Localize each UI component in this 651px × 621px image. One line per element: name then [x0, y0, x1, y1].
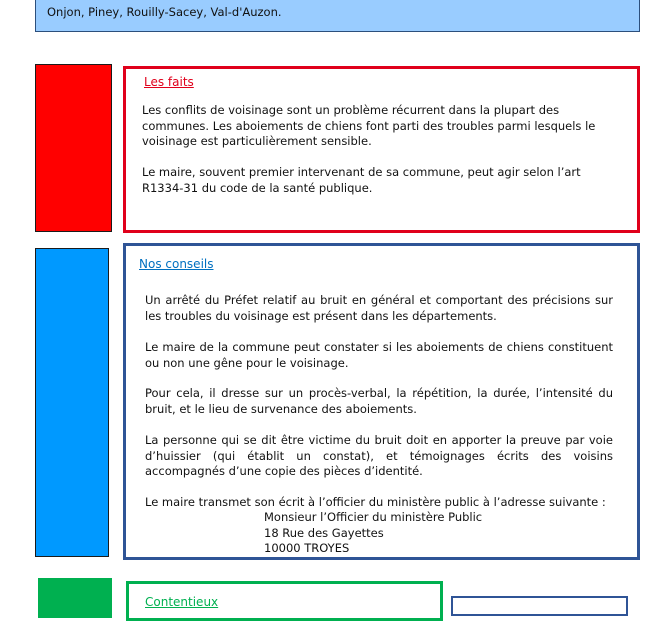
conseils-panel	[123, 243, 640, 560]
contentieux-panel	[126, 581, 443, 621]
faits-panel	[123, 66, 640, 233]
conseils-paragraph-2: Le maire de la commune peut constater si les aboiements de chiens constituent ou non une gêne pour le voisinage.	[145, 340, 613, 370]
side-panel	[451, 596, 628, 616]
communes-banner	[35, 0, 640, 32]
conseils-paragraph-1: Un arrêté du Préfet relatif au bruit en général et comportant des précisions sur les troubles du voisinage est présent dans les départements.	[145, 293, 613, 323]
contentieux-heading: Contentieux	[145, 595, 219, 609]
communes-line-2: Onjon, Piney, Rouilly-Sacey, Val-d'Auzon.	[47, 5, 282, 19]
conseils-color-bar	[35, 248, 109, 557]
conseils-paragraph-5: Le maire transmet son écrit à l’officier du ministère public à l’adresse suivante :	[145, 495, 606, 509]
faits-paragraph-1: Les conflits de voisinage sont un problème récurrent dans la plupart des communes. Les aboiements de chiens font parti des troubles parmi lesquels le voisinage est particulièrement sensible.	[142, 103, 596, 148]
faits-paragraph-2: Le maire, souvent premier intervenant de sa commune, peut agir selon l’art R1334-31 du code de la santé publique.	[142, 165, 581, 195]
contentieux-color-bar	[38, 578, 112, 618]
address-line-3: 10000 TROYES	[264, 541, 350, 555]
faits-color-bar	[35, 64, 112, 232]
conseils-heading: Nos conseils	[139, 257, 214, 271]
address-line-2: 18 Rue des Gayettes	[264, 526, 384, 540]
conseils-paragraph-3: Pour cela, il dresse sur un procès-verbal, la répétition, la durée, l’intensité du bruit, et le lieu de survenance des aboiements.	[145, 386, 613, 416]
address-line-1: Monsieur l’Officier du ministère Public	[264, 510, 483, 524]
conseils-paragraph-4: La personne qui se dit être victime du bruit doit en apporter la preuve par voie d’huissier (qui établit un constat), et témoignages écrits des voisins accompagnés d’une copie des pièces d’identité.	[145, 433, 613, 478]
faits-heading: Les faits	[144, 75, 194, 89]
